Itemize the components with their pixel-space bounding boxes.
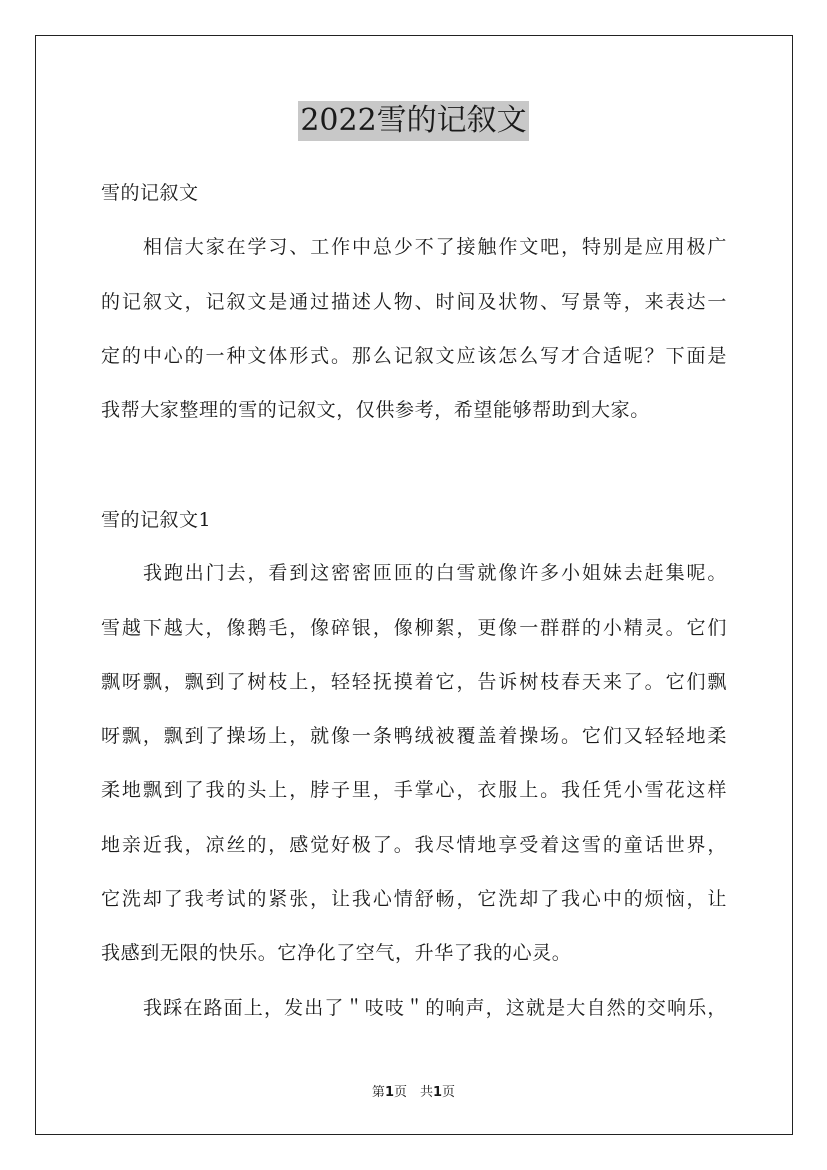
section1-p1-line-1: 我跑出门去，看到这密密匝匝的白雪就像许多小姐妹去赶集呢。	[143, 562, 727, 584]
intro-line-4: 我帮大家整理的雪的记叙文，仅供参考，希望能够帮助到大家。	[101, 399, 650, 421]
section1-p2-line-1: 我踩在路面上，发出了＂吱吱＂的响声，这就是大自然的交响乐，	[143, 997, 727, 1019]
section1-p1-line-4: 呀飘，飘到了操场上，就像一条鸭绒被覆盖着操场。它们又轻轻地柔	[101, 725, 727, 747]
footer-page-suffix: 页	[442, 1085, 456, 1100]
section1-p1-line-7: 它洗却了我考试的紧张，让我心情舒畅，它洗却了我心中的烦恼，让	[101, 888, 727, 910]
footer-page-prefix: 第	[371, 1085, 385, 1100]
section1-p1-line-8: 我感到无限的快乐。它净化了空气，升华了我的心灵。	[101, 942, 572, 964]
intro-line-1: 相信大家在学习、工作中总少不了接触作文吧，特别是应用极广	[143, 236, 727, 258]
page-footer	[0, 1084, 827, 1102]
section1-heading: 雪的记叙文1	[101, 509, 212, 531]
section1-p1-line-2: 雪越下越大，像鹅毛，像碎银，像柳絮，更像一群群的小精灵。它们	[101, 617, 727, 639]
footer-page-total: 1	[433, 1085, 443, 1100]
document-title	[0, 101, 827, 141]
intro-line-3: 定的中心的一种文体形式。那么记叙文应该怎么写才合适呢？下面是	[101, 345, 727, 367]
intro-line-2: 的记叙文，记叙文是通过描述人物、时间及状物、写景等，来表达一	[101, 291, 727, 313]
section1-p1-line-5: 柔地飘到了我的头上，脖子里，手掌心，衣服上。我任凭小雪花这样	[101, 779, 727, 801]
footer-page-mid: 页 共	[393, 1085, 433, 1100]
document-title-text: 2022雪的记叙文	[298, 101, 528, 141]
footer-page-current: 1	[384, 1085, 394, 1100]
intro-heading: 雪的记叙文	[101, 182, 199, 204]
section1-p1-line-3: 飘呀飘，飘到了树枝上，轻轻抚摸着它，告诉树枝春天来了。它们飘	[101, 671, 727, 693]
section1-p1-line-6: 地亲近我，凉丝的，感觉好极了。我尽情地享受着这雪的童话世界，	[101, 834, 727, 856]
